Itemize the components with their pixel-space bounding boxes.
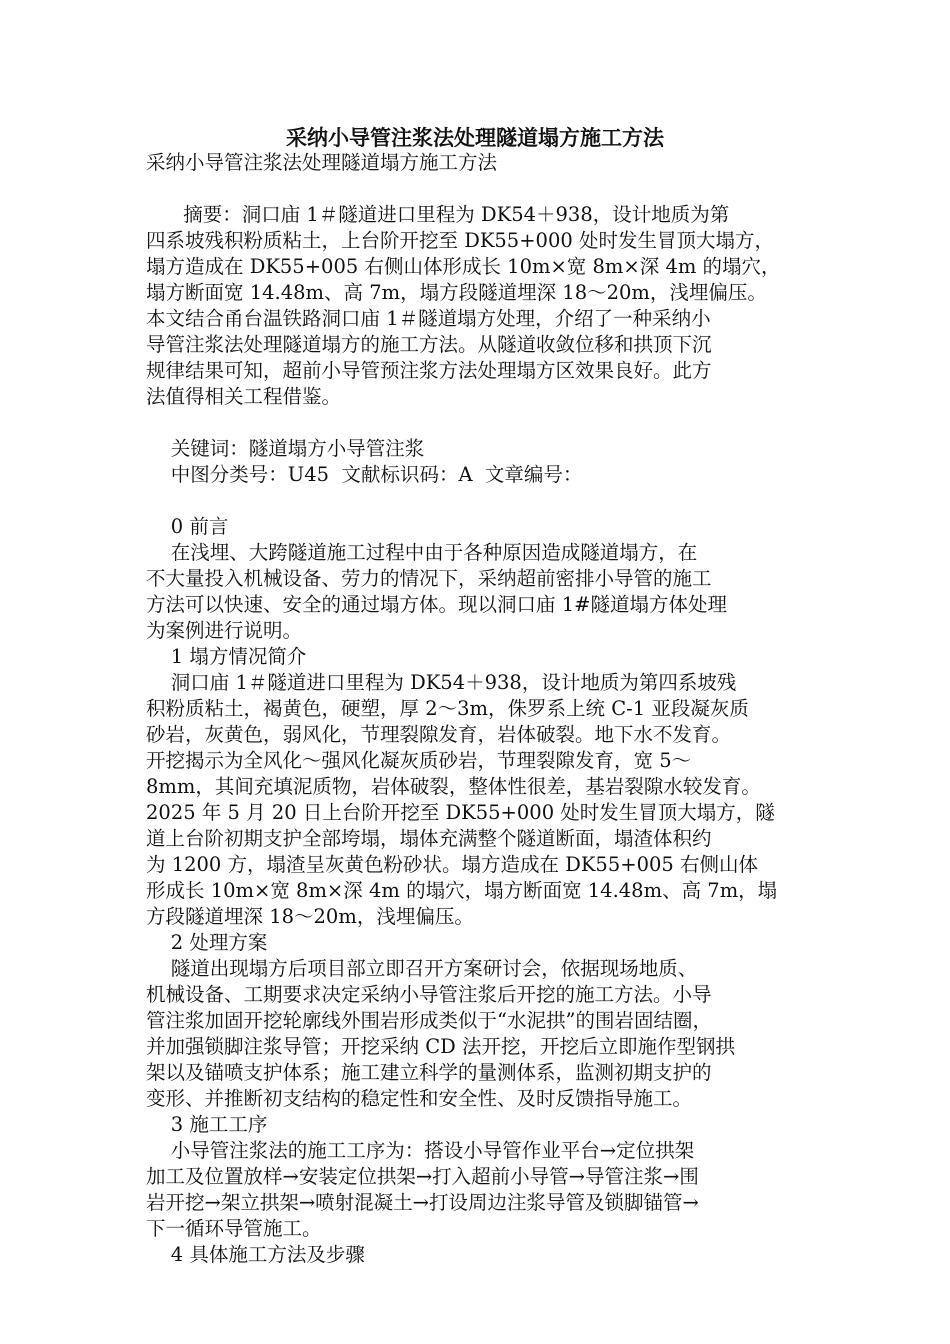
body-line: 关键词：隧道塌方小导管注浆 [146, 437, 425, 460]
body-line: 塌方造成在 DK55+005 右侧山体形成长 10m×宽 8m×深 4m 的塌穴， [146, 255, 781, 278]
document-title: 采纳小导管注浆法处理隧道塌方施工方法 [286, 125, 664, 150]
body-line: 管注浆加固开挖轮廓线外围岩形成类似于“水泥拱”的围岩固结圈， [146, 1009, 712, 1032]
body-line: 小导管注浆法的施工工序为：搭设小导管作业平台→定位拱架 [146, 1139, 695, 1162]
body-line: 3 施工工序 [146, 1113, 268, 1136]
body-line: 形成长 10m×宽 8m×深 4m 的塌穴，塌方断面宽 14.48m、高 7m，塌 [146, 879, 778, 902]
body-line: 变形、并推断初支结构的稳定性和安全性、及时反馈指导施工。 [146, 1087, 693, 1110]
body-line: 本文结合甬台温铁路洞口庙 1＃隧道塌方处理，介绍了一种采纳小 [146, 307, 711, 330]
body-line: 不大量投入机械设备、劳力的情况下，采纳超前密排小导管的施工 [146, 567, 712, 590]
body-line: 岩开挖→架立拱架→喷射混凝土→打设周边注浆导管及锁脚锚管→ [146, 1191, 699, 1214]
body-line: 隧道出现塌方后项目部立即召开方案研讨会，依据现场地质、 [146, 957, 698, 980]
body-line: 导管注浆法处理隧道塌方的施工方法。从隧道收敛位移和拱顶下沉 [146, 333, 712, 356]
body-line: 采纳小导管注浆法处理隧道塌方施工方法 [146, 151, 498, 174]
body-line: 规律结果可知，超前小导管预注浆方法处理塌方区效果良好。此方 [146, 359, 712, 382]
body-line: 开挖揭示为全风化～强风化凝灰质砂岩，节理裂隙发育，宽 5～ [146, 749, 692, 772]
body-line: 2 处理方案 [146, 931, 268, 954]
body-line: 1 塌方情况简介 [146, 645, 307, 668]
body-line: 摘要：洞口庙 1＃隧道进口里程为 DK54＋938，设计地质为第 [146, 203, 730, 226]
body-line: 为案例进行说明。 [146, 619, 303, 642]
body-line: 机械设备、工期要求决定采纳小导管注浆后开挖的施工方法。小导 [146, 983, 712, 1006]
body-line: 并加强锁脚注浆导管；开挖采纳 CD 法开挖，开挖后立即施作型钢拱 [146, 1035, 735, 1058]
body-line: 方法可以快速、安全的通过塌方体。现以洞口庙 1#隧道塌方体处理 [146, 593, 727, 616]
body-line: 2025 年 5 月 20 日上台阶开挖至 DK55+000 处时发生冒顶大塌方，隧 [146, 801, 775, 824]
body-line: 道上台阶初期支护全部垮塌，塌体充满整个隧道断面，塌渣体积约 [146, 827, 712, 850]
body-line: 0 前言 [146, 515, 229, 538]
body-line: 4 具体施工方法及步骤 [146, 1243, 365, 1266]
body-line: 砂岩，灰黄色，弱风化，节理裂隙发育，岩体破裂。地下水不发育。 [146, 723, 732, 746]
body-line: 在浅埋、大跨隧道施工过程中由于各种原因造成隧道塌方，在 [146, 541, 698, 564]
body-line: 下一循环导管施工。 [146, 1217, 322, 1240]
body-line: 架以及锚喷支护体系；施工建立科学的量测体系，监测初期支护的 [146, 1061, 712, 1084]
body-line: 为 1200 方，塌渣呈灰黄色粉砂状。塌方造成在 DK55+005 右侧山体 [146, 853, 758, 876]
body-line: 中图分类号：U45 文献标识码：A 文章编号： [146, 463, 583, 486]
body-line: 积粉质粘土，褐黄色，硬塑，厚 2～3m，侏罗系上统 C-1 亚段凝灰质 [146, 697, 749, 720]
body-line: 加工及位置放样→安装定位拱架→打入超前小导管→导管注浆→围 [146, 1165, 699, 1188]
body-line: 8mm，其间充填泥质物，岩体破裂，整体性很差，基岩裂隙水较发育。 [146, 775, 761, 798]
body-line: 洞口庙 1＃隧道进口里程为 DK54＋938，设计地质为第四系坡残 [146, 671, 737, 694]
body-line: 方段隧道埋深 18～20m，浅埋偏压。 [146, 905, 474, 928]
body-line: 塌方断面宽 14.48m、高 7m，塌方段隧道埋深 18～20m，浅埋偏压。 [146, 281, 767, 304]
body-line: 法值得相关工程借鉴。 [146, 385, 342, 408]
body-line: 四系坡残积粉质粘土，上台阶开挖至 DK55+000 处时发生冒顶大塌方， [146, 229, 774, 252]
